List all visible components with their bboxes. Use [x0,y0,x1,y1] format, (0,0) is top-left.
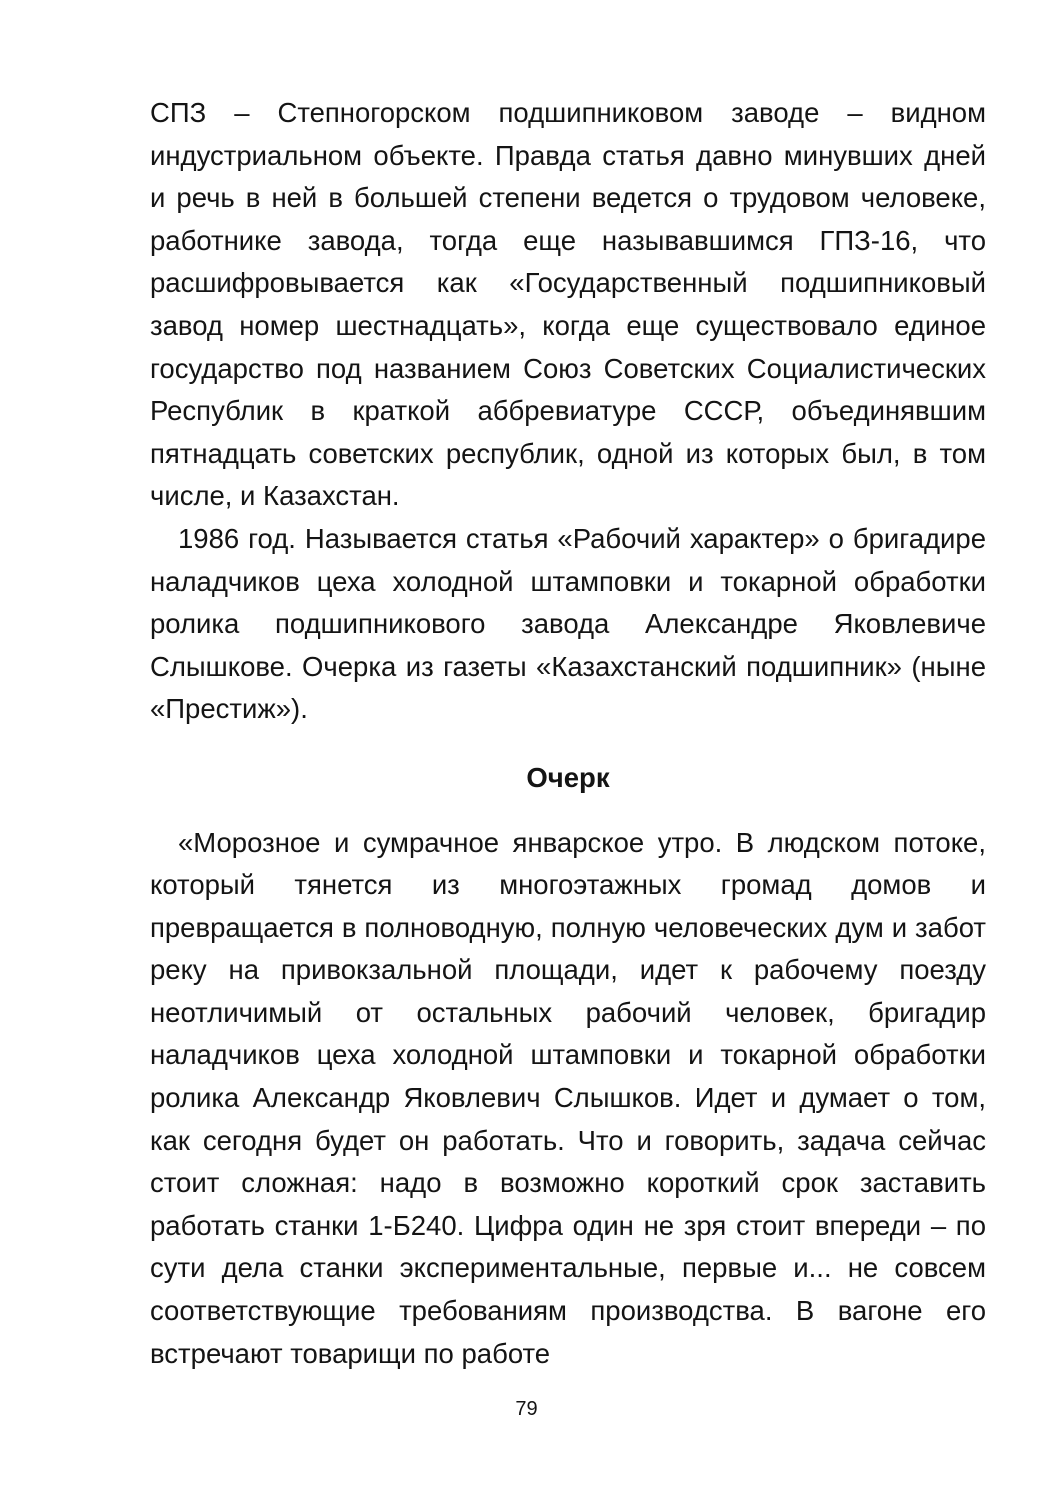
paragraph-continuation: СПЗ – Степногорском подшипниковом заводе – видном индустриальном объекте. Правда статья давно минувших дней и речь в ней в большей степени ведется о трудовом человеке, работнике завода, тогда еще называвшимся ГПЗ-16, что расшифровывается как «Государственный подшипниковый завод номер шестнадцать», когда еще существовало единое государство под названием Союз Советских Социалистических Республик в краткой аббревиатуре СССР, объединявшим пятнадцать советских республик, одной из которых был, в том числе, и Казахстан. [150,97,986,512]
page-content [150,92,986,1375]
section-heading: Очерк [526,761,610,793]
page-number: 79 [515,1398,538,1420]
paragraph-essay-body: «Морозное и сумрачное январское утро. В людском потоке, который тянется из многоэтажных громад домов и превращается в полноводную, полную человеческих дум и забот реку на привокзальной площади, идет к рабочему поезду неотличимый от остальных рабочий человек, бригадир наладчиков цеха холодной штамповки и токарной обработки ролика Александр Яковлевич Слышков. Идет и думает о том, как сегодня будет он работать. Что и говорить, задача сейчас стоит сложная: надо в возможно короткий срок заставить работать станки 1-Б240. Цифра один не зря стоит впереди – по сути дела станки экспериментальные, первые и... не совсем соответствующие требованиям производства. В вагоне его встречают товарищи по работе [150,826,986,1369]
paragraph-article-intro: 1986 год. Называется статья «Рабочий характер» о бригадире наладчиков цеха холодной штамповки и токарной обработки ролика подшипникового завода Александре Яковлевиче Слышкове. Очерка из газеты «Казахстанский подшипник» (ныне «Престиж»). [150,522,986,725]
